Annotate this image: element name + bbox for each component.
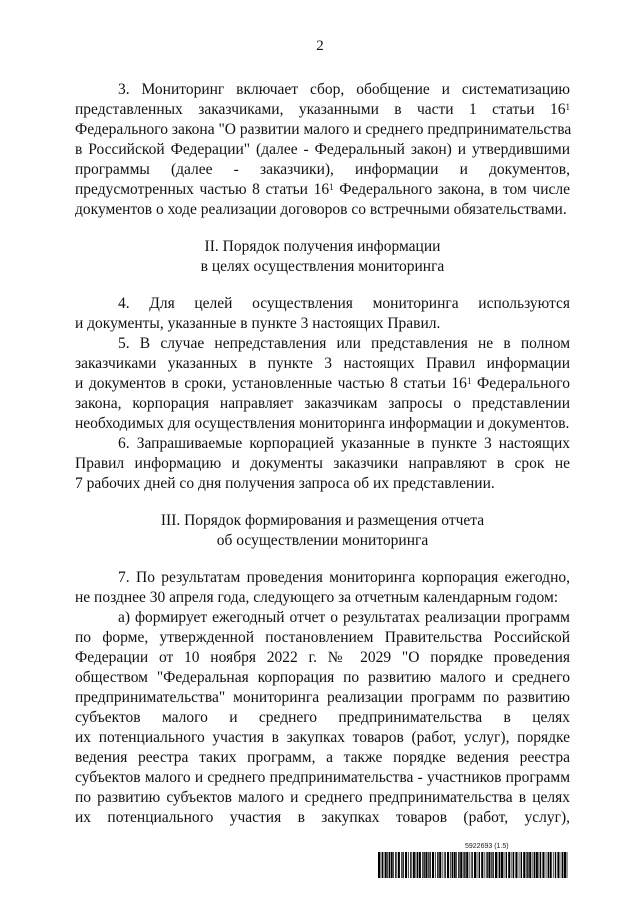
barcode-bar [456,852,457,878]
barcode-bar [458,852,459,878]
paragraph-line [75,608,570,628]
text-segment: 7 рабочих дней со дня получения запроса об их представлении. [75,475,495,492]
barcode-bar [536,852,538,878]
text-segment: Федерального закона, в том числе [333,181,570,198]
text-segment: представленных заказчиками, указанными в части 1 статьи 16 [75,101,566,118]
text-segment: и документы, указанные в пункте 3 настоящих Правил. [75,315,441,332]
barcode-bar [454,852,456,878]
barcode-bar [460,852,462,878]
text-segment: Федерации от 10 ноября 2022 г. № 2029 "О порядке проведения [75,649,570,666]
barcode-bar [481,852,483,878]
barcode-bar [488,852,490,878]
text-segment: по развитию субъектов малого и среднего предпринимательства в целях [75,789,570,806]
barcode-bar [508,852,510,878]
barcode-bar [466,852,468,878]
text-segment: 5. В случае непредставления или представления не в полном [118,335,570,352]
barcode-bar [512,852,513,878]
barcode-bar [491,852,492,878]
text-segment: их потенциального участия в закупках товаров (работ, услуг), порядке [75,729,570,746]
barcode-bar [533,852,534,878]
barcode-bar [437,852,438,878]
text-segment: субъектов малого и среднего предпринимательства - участников программ [75,769,570,786]
barcode-bar [567,852,568,878]
barcode-bar [513,852,514,878]
barcode-bar [485,852,486,878]
text-segment: 6. Запрашиваемые корпорацией указанные в пункте 3 настоящих [118,435,570,452]
barcode-bar [387,852,388,878]
text-segment: закона, корпорация направляет заказчикам запросы о представлении [75,395,570,412]
text-segment: и документов в сроки, установленные частью 8 статьи 16 [75,375,467,392]
text-segment: необходимых для осуществления мониторинга информации и документов. [75,415,570,432]
paragraph-line [75,120,570,140]
barcode-bar [515,852,517,878]
barcode-bar [477,852,478,878]
barcode-bar [557,852,559,878]
text-segment: ведения реестра таких программ, а также порядке ведения реестра [75,749,570,766]
barcode-bar [463,852,464,878]
barcode-bar [486,852,487,878]
text-segment: об осуществлении мониторинга [216,532,429,549]
barcode-bar [423,852,424,878]
paragraph-line [75,668,570,688]
paragraph-line [75,80,570,100]
barcode-bar [410,852,411,878]
barcode-bar [395,852,396,878]
text-segment: заказчиками указанных в пункте 3 настоящих Правил информации [75,355,570,372]
superscript: 1 [466,376,472,386]
text-segment: по форме, утвержденной постановлением Правительства Российской [75,629,570,646]
text-segment: их потенциального участия в закупках товаров (работ, услуг), [75,809,570,826]
paragraph-line [75,200,570,220]
barcode-bar [495,852,497,878]
barcode-bar [428,852,429,878]
barcode-bar [555,852,556,878]
barcode-bar [539,852,540,878]
paragraph-line [75,180,570,200]
section-heading-line [75,237,570,257]
paragraph-line [75,748,570,768]
barcode-bar [429,852,430,878]
barcode-bar [417,852,418,878]
barcode-bar [422,852,423,878]
paragraph-line [75,294,570,314]
text-segment: не позднее 30 апреля года, следующего за отчетным календарным годом: [75,589,559,606]
paragraph-line [75,100,570,120]
barcode-bar [479,852,480,878]
paragraph-line [75,434,570,454]
barcode-bar [521,852,522,878]
text-segment: программы (далее - заказчики), информации и документов, [75,161,570,178]
barcode-bar [432,852,434,878]
barcode-bar [561,852,562,878]
paragraph-line [75,688,570,708]
barcode-bar [506,852,507,878]
barcode-bar [402,852,403,878]
text-segment: Правил информацию и документы заказчики направляют в срок не [75,455,570,472]
barcode-bar [389,852,390,878]
text-segment: II. Порядок получения информации [204,238,441,255]
barcode-bar [447,852,449,878]
text-segment: 3. Мониторинг включает сбор, обобщение и систематизацию [118,81,570,98]
barcode-bar [527,852,528,878]
barcode-bar [540,852,541,878]
barcode-bar [474,852,476,878]
paragraph-line [75,588,570,608]
paragraph-line [75,394,570,414]
section-heading-line [75,257,570,277]
barcode-bar [413,852,415,878]
barcode-bar [464,852,465,878]
paragraph-line [75,568,570,588]
text-segment: в Российской Федерации" (далее - Федеральный закон) и утвердившими [75,141,570,158]
superscript: 1 [565,102,570,112]
barcode-bar [452,852,453,878]
barcode-bar [553,852,554,878]
paragraph-line [75,454,570,474]
barcode-bar [542,852,544,878]
paragraph-line [75,788,570,808]
text-segment: в целях осуществления мониторинга [200,258,445,275]
barcode-bar [550,852,552,878]
paragraph-line [75,160,570,180]
text-segment: 4. Для целей осуществления мониторинга используются [118,295,570,312]
barcode-bar [498,852,499,878]
barcode-bar [529,852,531,878]
paragraph-line [75,354,570,374]
barcode-bar [470,852,471,878]
barcode-bar [499,852,500,878]
barcode-bar [492,852,493,878]
barcode-bar [385,852,387,878]
paragraph-line [75,334,570,354]
barcode-bar [405,852,407,878]
paragraph-line [75,314,570,334]
text-segment: Федерального закона "О развитии малого и среднего предпринимательства [75,121,572,138]
text-segment: документов о ходе реализации договоров со встречными обязательствами. [75,201,567,218]
barcode [378,852,568,878]
barcode-bar [425,852,427,878]
barcode-bar [382,852,383,878]
barcode-bar [548,852,549,878]
text-segment: 7. По результатам проведения мониторинга корпорация ежегодно, [118,569,570,586]
barcode-bar [416,852,417,878]
text-segment: субъектов малого и среднего предпринимательства в целях [75,709,570,726]
paragraph-line [75,628,570,648]
text-segment: предпринимательства" мониторинга реализации программ по развитию [75,689,570,706]
barcode-bar [439,852,441,878]
paragraph-line [75,374,570,394]
text-segment: предусмотренных частью 8 статьи 16 [75,181,330,198]
barcode-bar [443,852,444,878]
barcode-bar [504,852,505,878]
barcode-bar [564,852,566,878]
barcode-bar [391,852,393,878]
text-segment: обществом "Федеральная корпорация по развитию малого и среднего [75,669,570,686]
text-segment: III. Порядок формирования и размещения отчета [160,512,485,529]
paragraph-line [75,728,570,748]
barcode-bar [450,852,451,878]
superscript: 1 [329,182,334,192]
section-heading-line [75,511,570,531]
barcode-bar [519,852,520,878]
barcode-bar [501,852,503,878]
barcode-bar [408,852,409,878]
barcode-bar [378,852,380,878]
barcode-bar [419,852,421,878]
barcode-bar [435,852,436,878]
paragraph-line [75,414,570,434]
barcode-bar [523,852,525,878]
page-number: 2 [316,38,324,54]
paragraph-line [75,808,570,828]
barcode-bar [562,852,563,878]
barcode-bar [471,852,472,878]
paragraph-line [75,708,570,728]
barcode-bar [381,852,382,878]
document-code: 5922693 (1.5) [465,843,509,850]
text-segment: Федерального [471,375,570,392]
barcode-bar [398,852,400,878]
text-segment: а) формирует ежегодный отчет о результатах реализации программ [118,609,570,626]
barcode-bar [401,852,402,878]
paragraph-line [75,768,570,788]
paragraph-line [75,648,570,668]
barcode-bar [534,852,535,878]
section-heading-line [75,531,570,551]
paragraph-line [75,474,570,494]
barcode-bar [393,852,394,878]
barcode-bar [526,852,527,878]
paragraph-line [75,140,570,160]
barcode-bar [444,852,445,878]
barcode-bar [546,852,547,878]
